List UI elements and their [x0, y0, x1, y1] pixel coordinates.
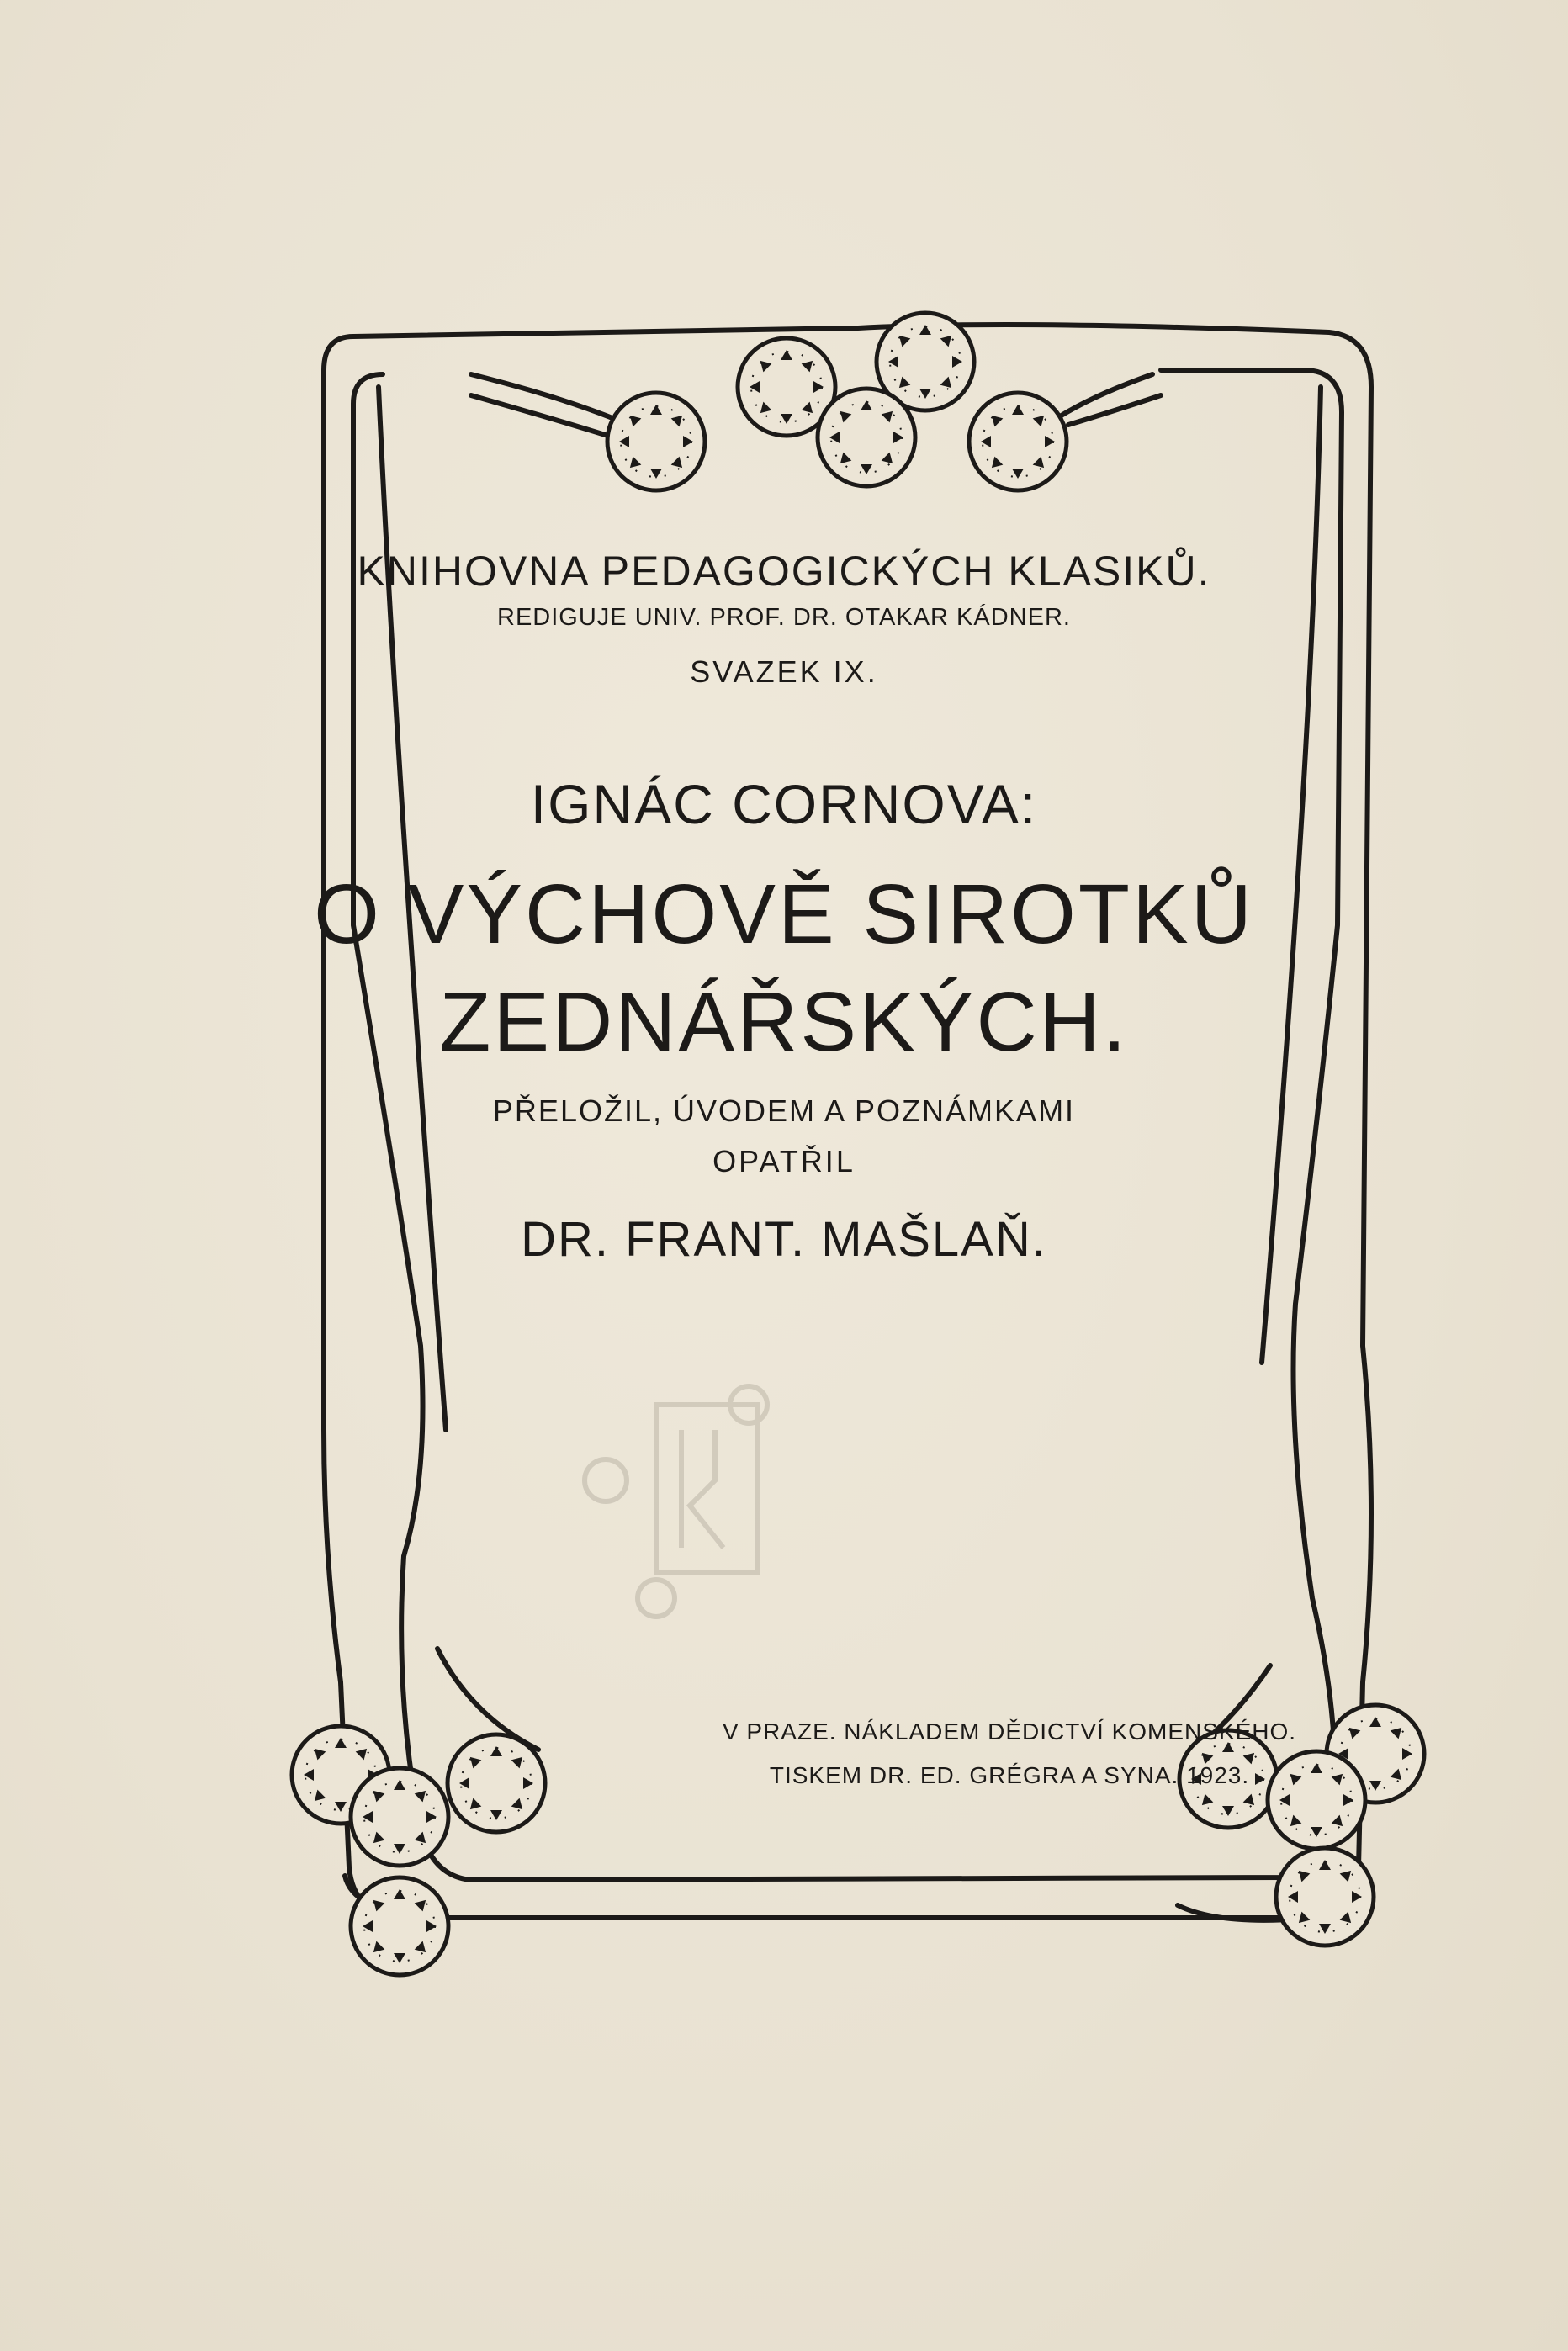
editor-line: REDIGUJE UNIV. PROF. DR. OTAKAR KÁDNER. [497, 604, 1071, 631]
translation-note-line-1: PŘELOŽIL, ÚVODEM A POZNÁMKAMI [492, 1093, 1076, 1128]
publisher-line-2: TISKEM DR. ED. GRÉGRA A SYNA. 1923. [769, 1762, 1250, 1788]
translation-note-line-2: OPATŘIL [712, 1144, 856, 1178]
translator-name: FRANT. MAŠLAŇ. [610, 1212, 1047, 1267]
translator-name-line [0, 1211, 1568, 1268]
author-name: IGNÁC CORNOVA: [530, 773, 1038, 835]
translator-prefix: DR. [521, 1212, 611, 1267]
book-title-line-2: ZEDNÁŘSKÝCH. [439, 975, 1129, 1069]
series-title: KNIHOVNA PEDAGOGICKÝCH KLASIKŮ. [357, 548, 1211, 595]
publisher-line-1: V PRAZE. NÁKLADEM DĚDICTVÍ KOMENSKÉHO. [722, 1718, 1297, 1745]
book-title-line-1: O VÝCHOVĚ SIROTKŮ [314, 867, 1254, 961]
publisher-monogram-watermark [572, 1379, 791, 1623]
volume-number: SVAZEK IX. [690, 654, 878, 689]
